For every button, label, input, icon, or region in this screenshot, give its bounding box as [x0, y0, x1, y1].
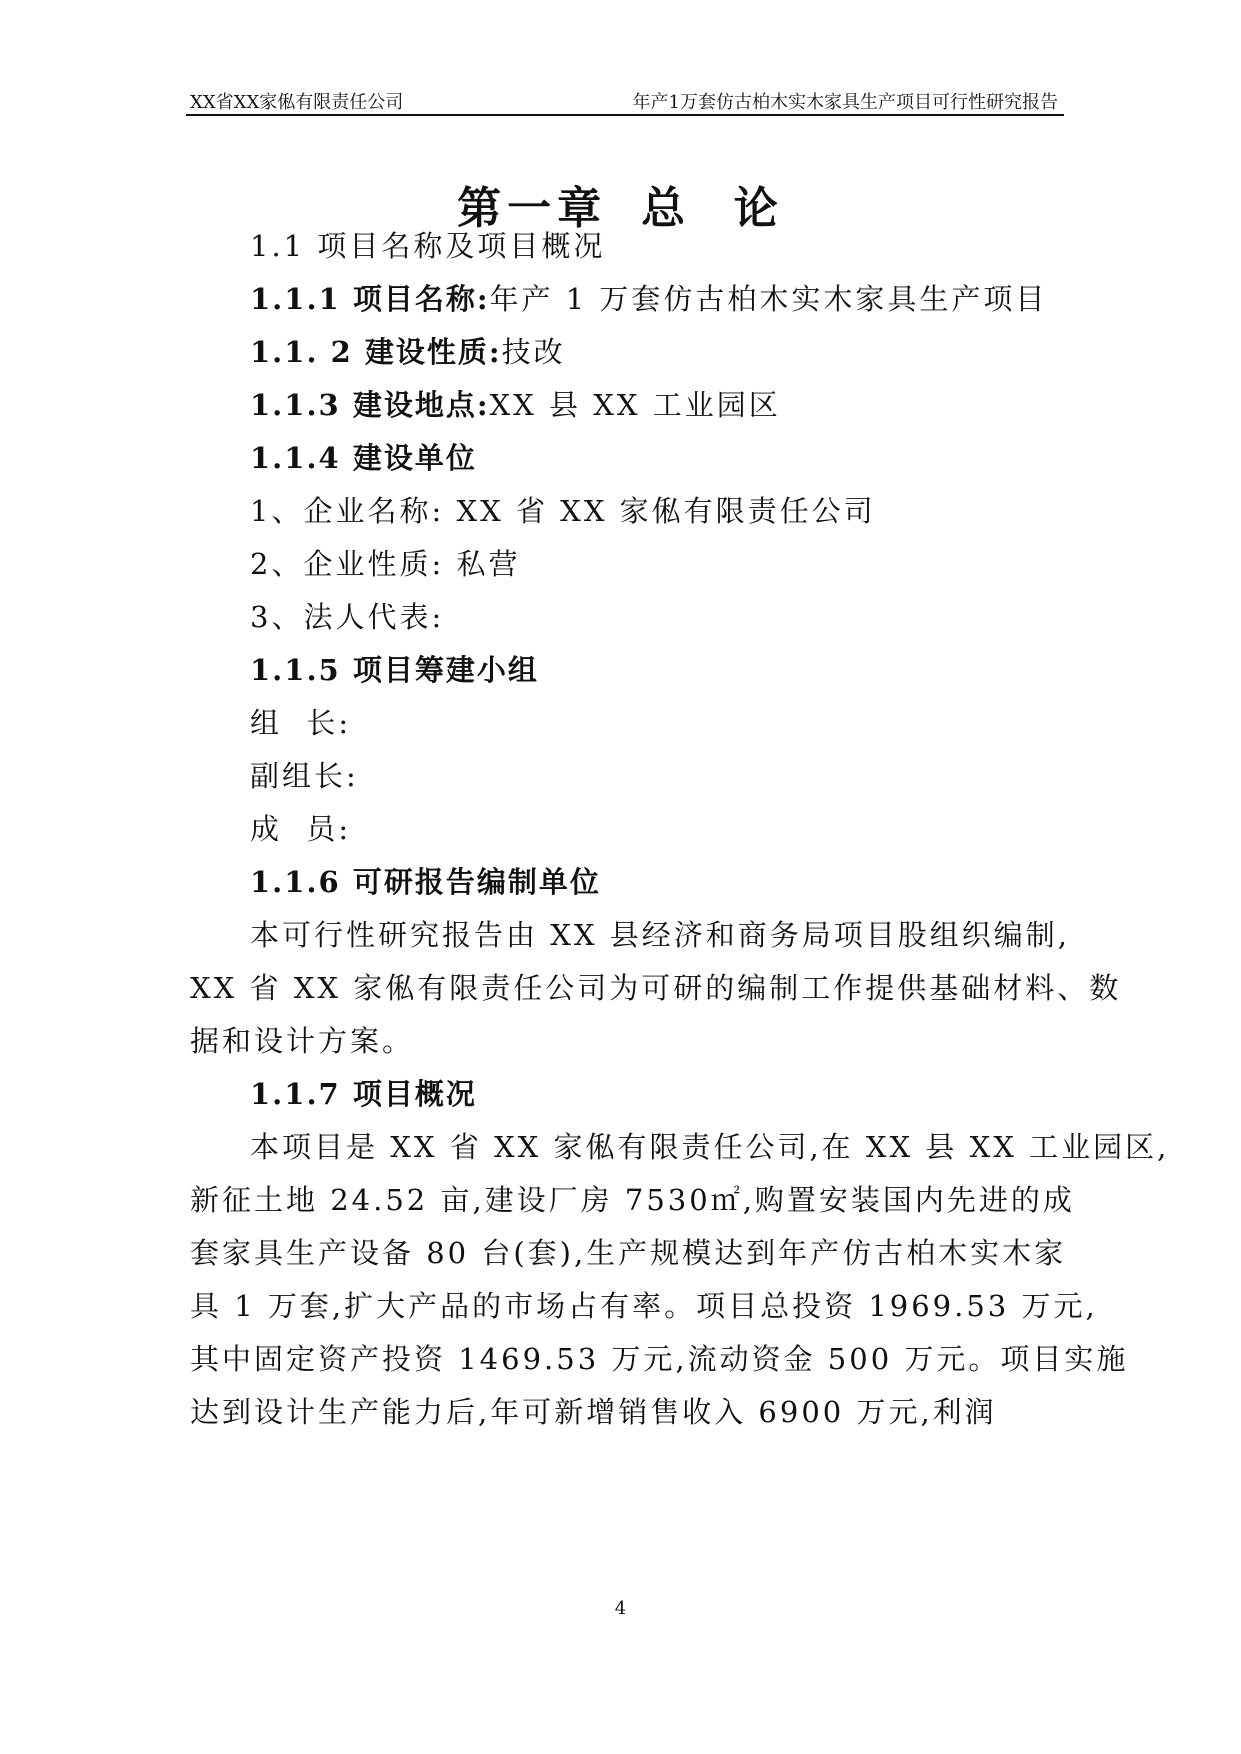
chapter-name: 总 论: [641, 183, 784, 234]
paragraph-line: XX 省 XX 家俬有限责任公司为可研的编制工作提供基础材料、数: [190, 971, 1122, 1005]
paragraph-line: 据和设计方案。: [190, 1024, 415, 1058]
paragraph-line: 本项目是 XX 省 XX 家俬有限责任公司,在 XX 县 XX 工业园区,: [250, 1130, 1170, 1164]
section-1-1-2: [250, 330, 566, 371]
section-1-1-4: [250, 436, 477, 477]
page-header: [186, 82, 1064, 116]
section-1-1-2-value: 技改: [501, 335, 566, 369]
section-1-1-6: [250, 860, 601, 901]
paragraph-line: 本可行性研究报告由 XX 县经济和商务局项目股组织编制,: [250, 918, 1070, 952]
company-nature-line: 2、企业性质: 私营: [250, 547, 521, 581]
page-number: 4: [614, 1598, 627, 1619]
section-1-1-1-value: 年产 1 万套仿古柏木实木家具生产项目: [489, 282, 1048, 316]
header-report-title: 年产1万套仿古柏木实木家具生产项目可行性研究报告: [632, 92, 1058, 113]
section-1-1-5: [250, 648, 539, 689]
section-1-1-3: [250, 383, 781, 424]
chapter-number: 第一章: [457, 183, 608, 234]
section-1-1-2-label: 1.1. 2 建设性质:: [250, 335, 502, 369]
legal-representative-line: 3、法人代表:: [250, 600, 445, 634]
header-company: XX省XX家俬有限责任公司: [190, 92, 404, 113]
section-1-1-4-heading: 1.1.4 建设单位: [250, 441, 477, 475]
section-1-1: 1.1 项目名称及项目概况: [250, 229, 606, 263]
members-line: 成 员:: [250, 812, 352, 846]
section-1-1-3-label: 1.1.3 建设地点:: [250, 388, 490, 422]
section-1-1-6-heading: 1.1.6 可研报告编制单位: [250, 865, 601, 899]
paragraph-line: 达到设计生产能力后,年可新增销售收入 6900 万元,利润: [190, 1395, 997, 1429]
company-name-line: 1、企业名称: XX 省 XX 家俬有限责任公司: [250, 494, 876, 528]
chapter-title: [0, 172, 1241, 236]
paragraph-line: 其中固定资产投资 1469.53 万元,流动资金 500 万元。项目实施: [190, 1342, 1129, 1376]
group-leader-line: 组 长:: [250, 706, 352, 740]
paragraph-line: 具 1 万套,扩大产品的市场占有率。项目总投资 1969.53 万元,: [190, 1289, 1098, 1323]
section-1-1-7-heading: 1.1.7 项目概况: [250, 1077, 477, 1111]
section-1-1-5-heading: 1.1.5 项目筹建小组: [250, 653, 539, 687]
paragraph-line: 套家具生产设备 80 台(套),生产规模达到年产仿古柏木实木家: [190, 1236, 1067, 1270]
section-1-1-1: [250, 277, 1047, 318]
section-1-1-3-value: XX 县 XX 工业园区: [489, 388, 781, 422]
section-1-1-1-label: 1.1.1 项目名称:: [250, 282, 490, 316]
section-1-1-7: [250, 1072, 477, 1113]
paragraph-line: 新征土地 24.52 亩,建设厂房 7530㎡,购置安装国内先进的成: [190, 1183, 1075, 1217]
deputy-leader-line: 副组长:: [250, 759, 359, 793]
